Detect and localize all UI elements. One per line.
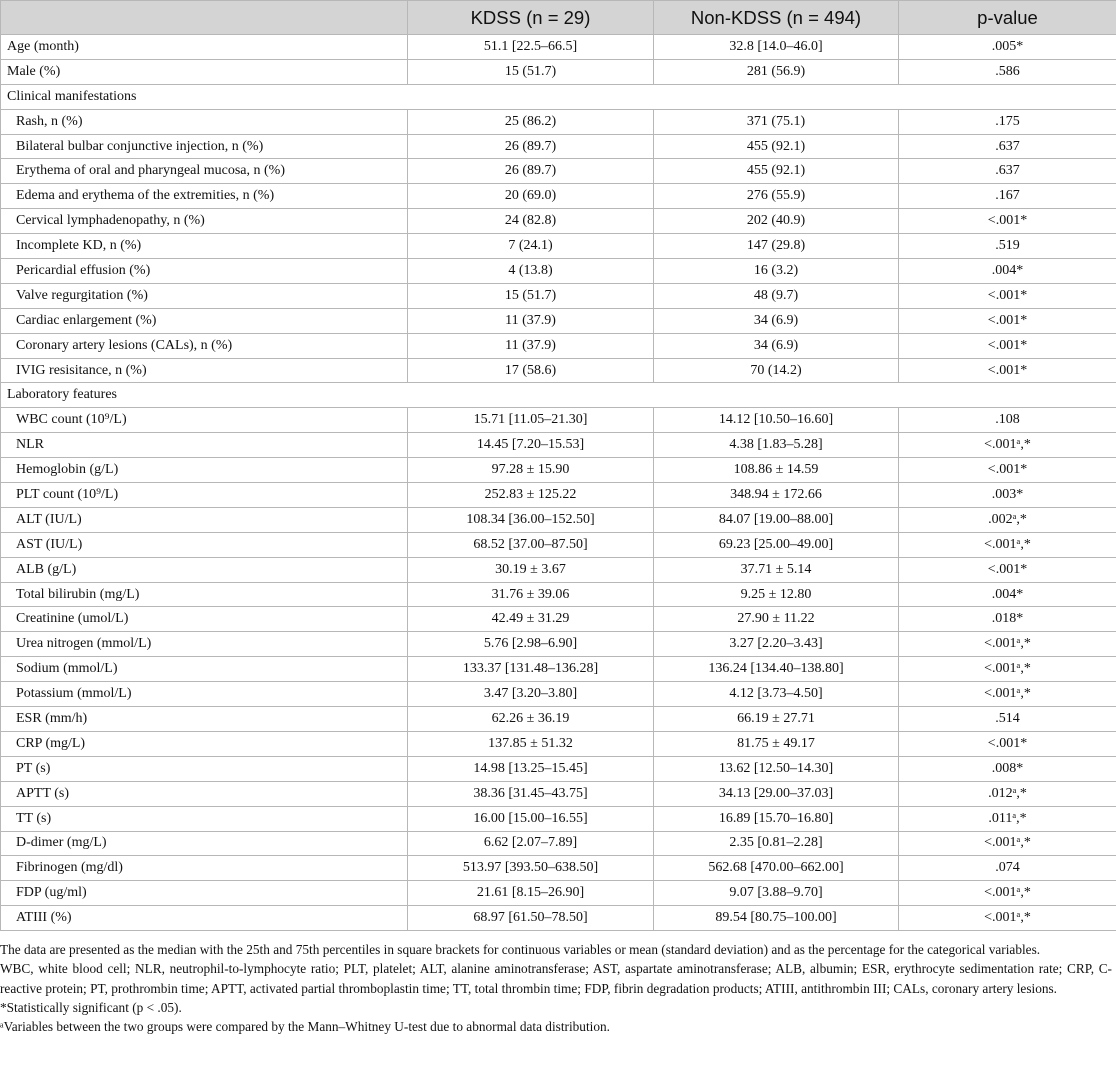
row-label: ATIII (%)	[1, 906, 408, 931]
nonkdss-value: 9.25 ± 12.80	[654, 582, 899, 607]
nonkdss-value: 16.89 [15.70–16.80]	[654, 806, 899, 831]
p-value: <.001*	[899, 209, 1116, 234]
nonkdss-value: 66.19 ± 27.71	[654, 707, 899, 732]
nonkdss-value: 281 (56.9)	[654, 59, 899, 84]
kdss-value: 11 (37.9)	[408, 333, 654, 358]
row-label: Incomplete KD, n (%)	[1, 234, 408, 259]
p-value: .004*	[899, 582, 1116, 607]
row-label: Hemoglobin (g/L)	[1, 458, 408, 483]
nonkdss-value: 455 (92.1)	[654, 134, 899, 159]
table-row	[1, 35, 1116, 60]
nonkdss-value: 136.24 [134.40–138.80]	[654, 657, 899, 682]
table-row	[1, 259, 1116, 284]
table-row	[1, 458, 1116, 483]
row-label: Bilateral bulbar conjunctive injection, n (%)	[1, 134, 408, 159]
p-value: .008*	[899, 756, 1116, 781]
row-label: ESR (mm/h)	[1, 707, 408, 732]
table-row	[1, 109, 1116, 134]
nonkdss-value: 14.12 [10.50–16.60]	[654, 408, 899, 433]
row-label: Creatinine (umol/L)	[1, 607, 408, 632]
table-row	[1, 134, 1116, 159]
row-label: D-dimer (mg/L)	[1, 831, 408, 856]
p-value: .012ᵃ,*	[899, 781, 1116, 806]
p-value: <.001*	[899, 333, 1116, 358]
p-value: .637	[899, 134, 1116, 159]
nonkdss-value: 202 (40.9)	[654, 209, 899, 234]
row-label: Valve regurgitation (%)	[1, 283, 408, 308]
nonkdss-value: 276 (55.9)	[654, 184, 899, 209]
kdss-value: 31.76 ± 39.06	[408, 582, 654, 607]
kdss-value: 108.34 [36.00–152.50]	[408, 507, 654, 532]
table-row	[1, 657, 1116, 682]
header-kdss: KDSS (n = 29)	[408, 1, 654, 35]
header-row	[1, 1, 1116, 35]
kdss-value: 21.61 [8.15–26.90]	[408, 881, 654, 906]
header-variable	[1, 1, 408, 35]
p-value: <.001ᵃ,*	[899, 632, 1116, 657]
p-value: .002ᵃ,*	[899, 507, 1116, 532]
table-row	[1, 308, 1116, 333]
row-label: Erythema of oral and pharyngeal mucosa, n (%)	[1, 159, 408, 184]
nonkdss-value: 108.86 ± 14.59	[654, 458, 899, 483]
nonkdss-value: 2.35 [0.81–2.28]	[654, 831, 899, 856]
p-value: <.001ᵃ,*	[899, 831, 1116, 856]
kdss-value: 15.71 [11.05–21.30]	[408, 408, 654, 433]
nonkdss-value: 89.54 [80.75–100.00]	[654, 906, 899, 931]
nonkdss-value: 13.62 [12.50–14.30]	[654, 756, 899, 781]
row-label: Age (month)	[1, 35, 408, 60]
table-row	[1, 906, 1116, 931]
p-value: .011ᵃ,*	[899, 806, 1116, 831]
row-label: Potassium (mmol/L)	[1, 682, 408, 707]
table-row	[1, 756, 1116, 781]
nonkdss-value: 84.07 [19.00–88.00]	[654, 507, 899, 532]
nonkdss-value: 69.23 [25.00–49.00]	[654, 532, 899, 557]
table-row	[1, 582, 1116, 607]
nonkdss-value: 34 (6.9)	[654, 308, 899, 333]
p-value: .519	[899, 234, 1116, 259]
kdss-value: 26 (89.7)	[408, 134, 654, 159]
row-label: NLR	[1, 433, 408, 458]
table-row	[1, 159, 1116, 184]
row-label: Rash, n (%)	[1, 109, 408, 134]
kdss-value: 5.76 [2.98–6.90]	[408, 632, 654, 657]
nonkdss-value: 16 (3.2)	[654, 259, 899, 284]
row-label: Cervical lymphadenopathy, n (%)	[1, 209, 408, 234]
header-pvalue: p-value	[899, 1, 1116, 35]
footnote-mann-whitney: ᵃVariables between the two groups were compared by the Mann–Whitney U-test due to abnormal data distribution.	[0, 1019, 610, 1035]
kdss-value: 252.83 ± 125.22	[408, 483, 654, 508]
kdss-value: 42.49 ± 31.29	[408, 607, 654, 632]
nonkdss-value: 48 (9.7)	[654, 283, 899, 308]
p-value: <.001*	[899, 308, 1116, 333]
row-label: Male (%)	[1, 59, 408, 84]
p-value: <.001ᵃ,*	[899, 657, 1116, 682]
row-label: APTT (s)	[1, 781, 408, 806]
nonkdss-value: 455 (92.1)	[654, 159, 899, 184]
nonkdss-value: 371 (75.1)	[654, 109, 899, 134]
row-label: Fibrinogen (mg/dl)	[1, 856, 408, 881]
section-row	[1, 383, 1116, 408]
p-value: <.001*	[899, 731, 1116, 756]
p-value: <.001ᵃ,*	[899, 682, 1116, 707]
table-row	[1, 806, 1116, 831]
nonkdss-value: 9.07 [3.88–9.70]	[654, 881, 899, 906]
row-label: CRP (mg/L)	[1, 731, 408, 756]
p-value: .514	[899, 707, 1116, 732]
header-nonkdss: Non-KDSS (n = 494)	[654, 1, 899, 35]
p-value: <.001*	[899, 557, 1116, 582]
p-value: <.001ᵃ,*	[899, 881, 1116, 906]
p-value: .586	[899, 59, 1116, 84]
kdss-value: 51.1 [22.5–66.5]	[408, 35, 654, 60]
table-row	[1, 283, 1116, 308]
p-value: .175	[899, 109, 1116, 134]
row-label: WBC count (10⁹/L)	[1, 408, 408, 433]
row-label: Pericardial effusion (%)	[1, 259, 408, 284]
table-row	[1, 881, 1116, 906]
row-label: TT (s)	[1, 806, 408, 831]
footnote-abbreviations: WBC, white blood cell; NLR, neutrophil-to-lymphocyte ratio; PLT, platelet; ALT, alanine aminotransferase; AST, aspartate aminotransferase; ALB, albumin; ESR, erythrocyte sedimentation rate; CRP, C-reactive protein; PT, prothrombin time; APTT, activated partial thromboplastin time; TT, total thrombin time; FDP, fibrin degradation products; ATIII, antithrombin III; CALs, coronary artery lesions.	[0, 961, 1112, 996]
kdss-value: 38.36 [31.45–43.75]	[408, 781, 654, 806]
nonkdss-value: 4.38 [1.83–5.28]	[654, 433, 899, 458]
nonkdss-value: 562.68 [470.00–662.00]	[654, 856, 899, 881]
p-value: <.001*	[899, 283, 1116, 308]
table-body	[1, 35, 1116, 931]
table-row	[1, 184, 1116, 209]
row-label: ALB (g/L)	[1, 557, 408, 582]
table-row	[1, 234, 1116, 259]
kdss-value: 15 (51.7)	[408, 283, 654, 308]
kdss-value: 16.00 [15.00–16.55]	[408, 806, 654, 831]
kdss-value: 14.45 [7.20–15.53]	[408, 433, 654, 458]
row-label: Coronary artery lesions (CALs), n (%)	[1, 333, 408, 358]
table-row	[1, 632, 1116, 657]
nonkdss-value: 27.90 ± 11.22	[654, 607, 899, 632]
row-label: ALT (IU/L)	[1, 507, 408, 532]
table-row	[1, 408, 1116, 433]
table-row	[1, 209, 1116, 234]
row-label: Sodium (mmol/L)	[1, 657, 408, 682]
p-value: .005*	[899, 35, 1116, 60]
nonkdss-value: 3.27 [2.20–3.43]	[654, 632, 899, 657]
table-row	[1, 707, 1116, 732]
kdss-value: 7 (24.1)	[408, 234, 654, 259]
row-label: Cardiac enlargement (%)	[1, 308, 408, 333]
nonkdss-value: 147 (29.8)	[654, 234, 899, 259]
kdss-value: 68.97 [61.50–78.50]	[408, 906, 654, 931]
table-row	[1, 682, 1116, 707]
p-value: .637	[899, 159, 1116, 184]
row-label: Total bilirubin (mg/L)	[1, 582, 408, 607]
row-label: PLT count (10⁹/L)	[1, 483, 408, 508]
nonkdss-value: 34 (6.9)	[654, 333, 899, 358]
p-value: .003*	[899, 483, 1116, 508]
kdss-value: 15 (51.7)	[408, 59, 654, 84]
row-label: IVIG resisitance, n (%)	[1, 358, 408, 383]
nonkdss-value: 348.94 ± 172.66	[654, 483, 899, 508]
p-value: .018*	[899, 607, 1116, 632]
nonkdss-value: 37.71 ± 5.14	[654, 557, 899, 582]
p-value: <.001ᵃ,*	[899, 532, 1116, 557]
row-label: Edema and erythema of the extremities, n (%)	[1, 184, 408, 209]
p-value: <.001ᵃ,*	[899, 906, 1116, 931]
kdss-value: 68.52 [37.00–87.50]	[408, 532, 654, 557]
nonkdss-value: 32.8 [14.0–46.0]	[654, 35, 899, 60]
section-label: Clinical manifestations	[1, 84, 1116, 109]
nonkdss-value: 81.75 ± 49.17	[654, 731, 899, 756]
kdss-value: 137.85 ± 51.32	[408, 731, 654, 756]
kdss-value: 24 (82.8)	[408, 209, 654, 234]
table-row	[1, 358, 1116, 383]
table-row	[1, 333, 1116, 358]
kdss-value: 97.28 ± 15.90	[408, 458, 654, 483]
nonkdss-value: 70 (14.2)	[654, 358, 899, 383]
p-value: .108	[899, 408, 1116, 433]
kdss-value: 26 (89.7)	[408, 159, 654, 184]
table-row	[1, 731, 1116, 756]
kdss-value: 3.47 [3.20–3.80]	[408, 682, 654, 707]
table-row	[1, 781, 1116, 806]
p-value: .074	[899, 856, 1116, 881]
section-label: Laboratory features	[1, 383, 1116, 408]
footnote-significance: *Statistically significant (p < .05).	[0, 999, 182, 1015]
row-label: FDP (ug/ml)	[1, 881, 408, 906]
kdss-value: 513.97 [393.50–638.50]	[408, 856, 654, 881]
p-value: .004*	[899, 259, 1116, 284]
kdss-value: 14.98 [13.25–15.45]	[408, 756, 654, 781]
kdss-value: 25 (86.2)	[408, 109, 654, 134]
table-row	[1, 433, 1116, 458]
row-label: AST (IU/L)	[1, 532, 408, 557]
kdss-value: 30.19 ± 3.67	[408, 557, 654, 582]
table-footnotes	[0, 940, 1112, 1036]
row-label: Urea nitrogen (mmol/L)	[1, 632, 408, 657]
kdss-value: 62.26 ± 36.19	[408, 707, 654, 732]
p-value: <.001*	[899, 458, 1116, 483]
table-row	[1, 483, 1116, 508]
section-row	[1, 84, 1116, 109]
table-row	[1, 532, 1116, 557]
kdss-value: 11 (37.9)	[408, 308, 654, 333]
nonkdss-value: 4.12 [3.73–4.50]	[654, 682, 899, 707]
table-row	[1, 607, 1116, 632]
p-value: <.001ᵃ,*	[899, 433, 1116, 458]
table-row	[1, 557, 1116, 582]
footnote-presentation: The data are presented as the median with the 25th and 75th percentiles in square brackets for continuous variables or mean (standard deviation) and as the percentage for the categorical variables.	[0, 942, 1041, 957]
p-value: .167	[899, 184, 1116, 209]
kdss-value: 20 (69.0)	[408, 184, 654, 209]
kdss-value: 6.62 [2.07–7.89]	[408, 831, 654, 856]
table-row	[1, 856, 1116, 881]
table-row	[1, 831, 1116, 856]
kdss-value: 17 (58.6)	[408, 358, 654, 383]
row-label: PT (s)	[1, 756, 408, 781]
kdss-value: 4 (13.8)	[408, 259, 654, 284]
kdss-value: 133.37 [131.48–136.28]	[408, 657, 654, 682]
table-row	[1, 507, 1116, 532]
nonkdss-value: 34.13 [29.00–37.03]	[654, 781, 899, 806]
table-row	[1, 59, 1116, 84]
p-value: <.001*	[899, 358, 1116, 383]
